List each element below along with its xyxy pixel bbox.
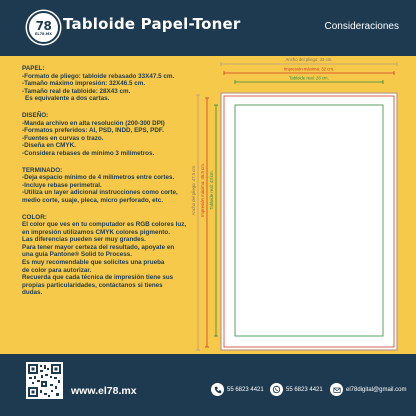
phone-number: 55 6823 4421 <box>227 386 264 393</box>
diseno-line: -Diseña en CMYK. <box>22 142 76 150</box>
email-address: el78digital@gmail.com <box>346 386 407 393</box>
diseno-line: -Fuentes en curvas o trazo. <box>22 134 104 142</box>
papel-line: -Formato de pliego: tabloide rebasado 33X47.5 cm. <box>22 72 175 80</box>
terminado-line: medio corte, suaje, pleca, micro perforado, etc. <box>22 196 164 204</box>
page-title: Tabloide Papel-Toner <box>63 15 241 33</box>
terminado-line: -Incluye rebase perimetral. <box>22 181 102 189</box>
terminado-line: -Utiliza un layer adicional instrucciones como corte, <box>22 189 178 197</box>
tabloide-width-label: Tabloide real: 28 cm. <box>289 75 329 81</box>
papel-line: -Tamaño real de tabloide: 28X43 cm. <box>22 87 131 95</box>
diseno-line: -Formatos preferidos: AI, PSD, INDD, EPS, PDF. <box>22 127 164 135</box>
color-line: en impresión utilizamos CMYK colores pigmento. <box>22 228 170 236</box>
color-line: una guía Pantone® Solid to Process. <box>22 251 132 259</box>
qr-code-icon[interactable] <box>26 362 63 399</box>
color-line: El color que ves en tu computador es RGB colores luz, <box>22 221 187 229</box>
whatsapp-number: 55 6823 4421 <box>286 386 323 393</box>
impresion-width-label: Impresión máxima: 32 cm. <box>283 66 335 72</box>
email-contact[interactable] <box>330 383 406 396</box>
logo-sub: EL78.MX <box>34 31 52 36</box>
pliego-sheet <box>221 93 397 350</box>
diseno-line: -Considera rebases de mínimo 3 milímetros. <box>22 149 155 157</box>
whatsapp-contact[interactable] <box>270 383 323 396</box>
papel-line: Es equivalente a dos cartas. <box>25 95 110 103</box>
terminado-heading: TERMINADO: <box>22 166 63 174</box>
color-heading: COLOR: <box>22 213 47 221</box>
color-line: dudas. <box>22 289 43 297</box>
diseno-line: -Manda archivo en alta resolución (200-300 DPI) <box>22 119 165 127</box>
color-line: Para tener mayor certeza del resultado, apoyate en <box>22 243 175 251</box>
color-line: Las diferencias pueden ser muy grandes. <box>22 236 146 244</box>
email-icon <box>330 383 343 396</box>
phone-icon <box>211 383 224 396</box>
color-line: Recuerda que cada técnica de impresión tiene sus <box>22 274 174 282</box>
diseno-heading: DISEÑO: <box>22 111 49 119</box>
impresion-height-label: Impresión máxima: 46.5 cm. <box>200 163 205 217</box>
papel-heading: PAPEL: <box>22 65 45 72</box>
website-link[interactable]: www.el78.mx <box>71 385 137 397</box>
pliego-width-label: Ancho del pliego: 33 cm. <box>285 57 333 62</box>
terminado-line: -Deja espacio mínimo de 4 milímetros entre cortes. <box>22 174 175 182</box>
logo-number: 78 <box>35 18 52 33</box>
color-line: Es muy recomendable que solicites una prueba <box>22 259 165 267</box>
header-section-label: Consideraciones <box>324 21 399 32</box>
color-line: de color para autorizar. <box>22 266 92 274</box>
papel-line: -Tamaño máximo impresión: 32X46.5 cm. <box>22 80 146 88</box>
pliego-height-label: Ancho del pliego: 47.5 cm. <box>191 164 196 216</box>
whatsapp-icon <box>270 383 283 396</box>
tabloide-height-label: Tabloide real: 43 cm. <box>209 170 214 210</box>
phone-contact[interactable] <box>211 383 264 396</box>
color-line: propias particularidades, contáctanos si tienes <box>22 281 163 289</box>
